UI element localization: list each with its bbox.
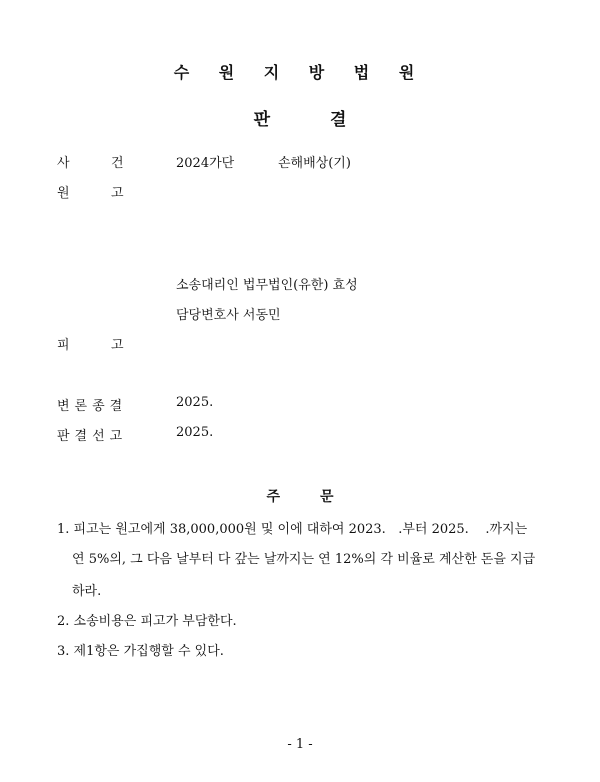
order-item-1-line1: 피고는 원고에게 38,000,000원 및 이에 대하여 2023. .부터 2025. .까지는	[73, 522, 528, 537]
defendant-label: 피 고	[57, 338, 124, 353]
order-item-3: 3. 제1항은 가집행할 수 있다.	[57, 644, 224, 659]
closing-label: 변론종결	[57, 399, 128, 414]
closing-date: 2025.	[176, 395, 214, 410]
plaintiff-lawyer: 담당변호사 서동민	[176, 308, 281, 323]
plaintiff-agent: 소송대리인 법무법인(유한) 효성	[176, 278, 358, 293]
verdict-date: 2025.	[176, 425, 214, 440]
title-right: 결	[330, 110, 347, 130]
case-name: 손해배상(기)	[278, 156, 351, 171]
order-item-1-number: 1.	[57, 522, 70, 537]
case-number: 2024가단	[176, 156, 235, 171]
page-number: - 1 -	[287, 737, 313, 752]
order-item-1-line3: 하라.	[72, 584, 102, 599]
court-name: 수 원 지 방 법 원	[173, 63, 427, 82]
document-title	[0, 105, 600, 130]
order-item-1-line2: 연 5%의, 그 다음 날부터 다 갚는 날까지는 연 12%의 각 비율로 계산한 돈을 지급	[72, 552, 536, 567]
order-heading: 주 문	[266, 489, 334, 505]
case-label: 사 건	[57, 156, 124, 171]
order-item-1	[57, 518, 547, 537]
plaintiff-label: 원 고	[57, 186, 124, 201]
order-item-2: 2. 소송비용은 피고가 부담한다.	[57, 614, 237, 629]
verdict-label: 판결선고	[57, 429, 128, 444]
title-left: 판	[253, 110, 270, 130]
